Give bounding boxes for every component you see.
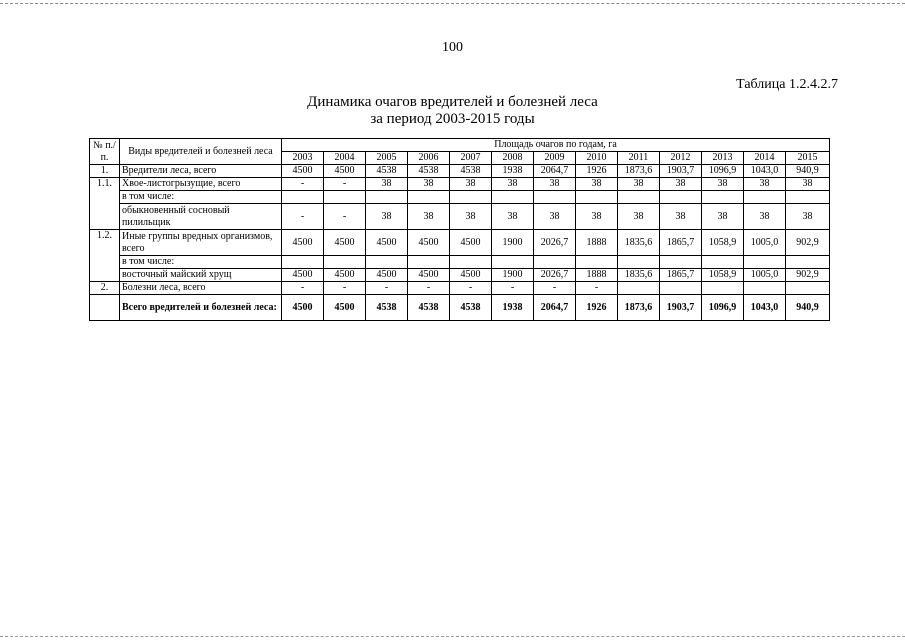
value-cell: 4538 <box>366 165 408 178</box>
row-name: в том числе: <box>120 191 282 204</box>
value-cell: 4500 <box>282 269 324 282</box>
total-value-cell: 4500 <box>324 295 366 321</box>
value-cell: 38 <box>786 204 830 230</box>
year-header: 2003 <box>282 152 324 165</box>
total-number <box>90 295 120 321</box>
value-cell <box>618 282 660 295</box>
value-cell: 38 <box>492 178 534 191</box>
value-cell <box>618 191 660 204</box>
total-value-cell: 2064,7 <box>534 295 576 321</box>
value-cell: 2064,7 <box>534 165 576 178</box>
top-edge-line <box>0 3 905 4</box>
value-cell: 4500 <box>366 269 408 282</box>
value-cell <box>492 256 534 269</box>
value-cell: 4500 <box>324 269 366 282</box>
value-cell <box>576 191 618 204</box>
table-row <box>90 204 830 230</box>
value-cell: - <box>324 178 366 191</box>
value-cell: 4500 <box>450 269 492 282</box>
value-cell <box>702 256 744 269</box>
value-cell: 1096,9 <box>702 165 744 178</box>
value-cell: 2026,7 <box>534 230 576 256</box>
total-value-cell: 1926 <box>576 295 618 321</box>
value-cell: 1926 <box>576 165 618 178</box>
year-header: 2009 <box>534 152 576 165</box>
value-cell: 4500 <box>450 230 492 256</box>
table-number: Таблица 1.2.4.2.7 <box>736 77 838 92</box>
year-header: 2013 <box>702 152 744 165</box>
year-header: 2007 <box>450 152 492 165</box>
total-value-cell: 4538 <box>366 295 408 321</box>
value-cell <box>366 256 408 269</box>
value-cell: 940,9 <box>786 165 830 178</box>
total-value-cell: 1043,0 <box>744 295 786 321</box>
value-cell <box>408 191 450 204</box>
value-cell: 38 <box>450 178 492 191</box>
col-name-header: Виды вредителей и болезней леса <box>120 139 282 165</box>
year-header: 2015 <box>786 152 830 165</box>
table-row <box>90 230 830 256</box>
year-header: 2004 <box>324 152 366 165</box>
value-cell: - <box>450 282 492 295</box>
value-cell: 1900 <box>492 230 534 256</box>
value-cell: - <box>324 204 366 230</box>
value-cell <box>450 191 492 204</box>
value-cell: 4538 <box>450 165 492 178</box>
year-header: 2012 <box>660 152 702 165</box>
row-name: обыкновенный сосновый пилильщик <box>120 204 282 230</box>
value-cell: 38 <box>492 204 534 230</box>
table-row <box>90 269 830 282</box>
value-cell: 1005,0 <box>744 269 786 282</box>
row-number: 2. <box>90 282 120 295</box>
value-cell: 1005,0 <box>744 230 786 256</box>
value-cell: 38 <box>576 178 618 191</box>
value-cell <box>366 191 408 204</box>
document-title <box>0 94 905 128</box>
value-cell: - <box>282 282 324 295</box>
value-cell <box>324 191 366 204</box>
table-body <box>90 165 830 321</box>
value-cell: - <box>534 282 576 295</box>
bottom-edge-line <box>0 636 905 637</box>
value-cell: 38 <box>366 178 408 191</box>
value-cell: 4500 <box>408 269 450 282</box>
value-cell: 1938 <box>492 165 534 178</box>
value-cell: 4500 <box>366 230 408 256</box>
value-cell: 902,9 <box>786 269 830 282</box>
year-header: 2006 <box>408 152 450 165</box>
area-header: Площадь очагов по годам, га <box>282 139 830 152</box>
value-cell: - <box>576 282 618 295</box>
value-cell <box>660 256 702 269</box>
table-row <box>90 282 830 295</box>
value-cell: 4500 <box>282 230 324 256</box>
value-cell <box>660 191 702 204</box>
row-name: восточный майский хрущ <box>120 269 282 282</box>
value-cell: 38 <box>702 178 744 191</box>
value-cell: 1835,6 <box>618 269 660 282</box>
value-cell: - <box>366 282 408 295</box>
value-cell <box>702 282 744 295</box>
value-cell <box>744 191 786 204</box>
value-cell <box>450 256 492 269</box>
pest-dynamics-table <box>89 138 830 321</box>
value-cell <box>786 282 830 295</box>
total-value-cell: 4538 <box>408 295 450 321</box>
value-cell: 1865,7 <box>660 230 702 256</box>
value-cell: 1903,7 <box>660 165 702 178</box>
year-header: 2008 <box>492 152 534 165</box>
row-number: 1.2. <box>90 230 120 282</box>
value-cell: 38 <box>744 178 786 191</box>
value-cell <box>492 191 534 204</box>
value-cell <box>282 191 324 204</box>
value-cell: 1058,9 <box>702 269 744 282</box>
total-row <box>90 295 830 321</box>
value-cell: 902,9 <box>786 230 830 256</box>
title-line-1: Динамика очагов вредителей и болезней леса <box>307 94 598 110</box>
value-cell: 38 <box>408 204 450 230</box>
value-cell: 1058,9 <box>702 230 744 256</box>
total-value-cell: 4500 <box>282 295 324 321</box>
total-value-cell: 1873,6 <box>618 295 660 321</box>
value-cell: 38 <box>660 178 702 191</box>
total-name: Всего вредителей и болезней леса: <box>120 295 282 321</box>
value-cell: 4500 <box>324 165 366 178</box>
value-cell: - <box>282 204 324 230</box>
year-header: 2011 <box>618 152 660 165</box>
table-row <box>90 165 830 178</box>
total-value-cell: 1903,7 <box>660 295 702 321</box>
value-cell <box>744 256 786 269</box>
title-line-2: за период 2003-2015 годы <box>370 111 535 127</box>
value-cell: 1888 <box>576 230 618 256</box>
value-cell <box>534 256 576 269</box>
value-cell: 1835,6 <box>618 230 660 256</box>
value-cell: 38 <box>366 204 408 230</box>
value-cell <box>660 282 702 295</box>
table-row <box>90 178 830 191</box>
total-value-cell: 1096,9 <box>702 295 744 321</box>
value-cell: - <box>324 282 366 295</box>
value-cell: 38 <box>534 178 576 191</box>
value-cell <box>282 256 324 269</box>
value-cell: 4500 <box>324 230 366 256</box>
value-cell: 38 <box>660 204 702 230</box>
year-header: 2010 <box>576 152 618 165</box>
row-name: в том числе: <box>120 256 282 269</box>
value-cell: 38 <box>450 204 492 230</box>
value-cell: 1865,7 <box>660 269 702 282</box>
value-cell: - <box>282 178 324 191</box>
value-cell <box>534 191 576 204</box>
value-cell: - <box>408 282 450 295</box>
row-name: Хвое-листогрызущие, всего <box>120 178 282 191</box>
year-header: 2014 <box>744 152 786 165</box>
row-number: 1.1. <box>90 178 120 230</box>
value-cell: 1888 <box>576 269 618 282</box>
value-cell: 38 <box>786 178 830 191</box>
value-cell <box>744 282 786 295</box>
value-cell <box>576 256 618 269</box>
page-number: 100 <box>442 40 463 55</box>
value-cell: 38 <box>618 204 660 230</box>
value-cell <box>786 191 830 204</box>
value-cell: - <box>492 282 534 295</box>
value-cell: 4500 <box>408 230 450 256</box>
row-name: Иные группы вредных организмов, всего <box>120 230 282 256</box>
table-row <box>90 191 830 204</box>
value-cell <box>618 256 660 269</box>
value-cell: 38 <box>408 178 450 191</box>
value-cell <box>786 256 830 269</box>
value-cell: 1873,6 <box>618 165 660 178</box>
value-cell: 38 <box>576 204 618 230</box>
row-name: Болезни леса, всего <box>120 282 282 295</box>
value-cell: 2026,7 <box>534 269 576 282</box>
table-row <box>90 256 830 269</box>
total-value-cell: 1938 <box>492 295 534 321</box>
year-header: 2005 <box>366 152 408 165</box>
value-cell: 4500 <box>282 165 324 178</box>
value-cell: 4538 <box>408 165 450 178</box>
col-num-header: № п./п. <box>90 139 120 165</box>
value-cell <box>408 256 450 269</box>
value-cell: 38 <box>744 204 786 230</box>
value-cell <box>324 256 366 269</box>
value-cell: 38 <box>702 204 744 230</box>
row-number: 1. <box>90 165 120 178</box>
value-cell: 1900 <box>492 269 534 282</box>
row-name: Вредители леса, всего <box>120 165 282 178</box>
value-cell: 38 <box>618 178 660 191</box>
value-cell: 1043,0 <box>744 165 786 178</box>
value-cell <box>702 191 744 204</box>
value-cell: 38 <box>534 204 576 230</box>
total-value-cell: 940,9 <box>786 295 830 321</box>
total-value-cell: 4538 <box>450 295 492 321</box>
